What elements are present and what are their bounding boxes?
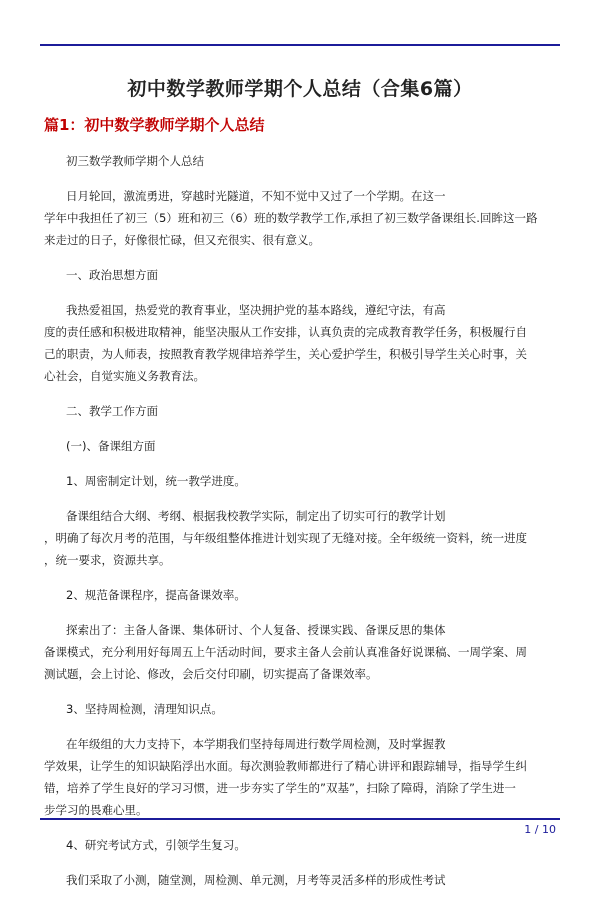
text-line: 2、规范备课程序，提高备课效率。 [66,588,246,602]
document-title: 初中数学教师学期个人总结（合集6篇） [127,78,473,100]
paragraph [44,505,556,571]
text-line: ，统一要求，资源共享。 [44,553,171,567]
paragraph [44,733,556,821]
page-number: 1 / 10 [524,823,556,836]
text-line: 初三数学教师学期个人总结 [66,154,204,168]
text-line: 来走过的日子，好像很忙碌，但又充很实、很有意义。 [44,233,320,247]
paragraph [44,869,556,891]
text-line: 学效果，让学生的知识缺陷浮出水面。每次测验教师都进行了精心讲评和跟踪辅导，指导学生纠 [44,759,527,773]
text-line: 测试题，会上讨论、修改，会后交付印刷，切实提高了备课效率。 [44,667,378,681]
paragraph [44,584,556,606]
paragraph [44,400,556,422]
text-line: 备课模式，充分利用好每周五上午活动时间，要求主备人会前认真准备好说课稿、一周学案、周 [44,645,527,659]
text-line: 己的职责，为人师表，按照教育教学规律培养学生，关心爱护学生，积极引导学生关心时事，关 [44,347,527,361]
paragraph [44,435,556,457]
text-line: 3、坚持周检测，清理知识点。 [66,702,223,716]
text-line: 我热爱祖国，热爱党的教育事业，坚决拥护党的基本路线，遵纪守法，有高 [66,303,446,317]
document-body [44,150,556,904]
paragraph [44,150,556,172]
text-line: 步学习的畏难心里。 [44,803,148,817]
paragraph [44,299,556,387]
paragraph [44,470,556,492]
paragraph [44,698,556,720]
text-line: ，明确了每次月考的范围，与年级组整体推进计划实现了无缝对接。全年级统一资料，统一进度 [44,531,527,545]
text-line: 日月轮回，激流勇进，穿越时光隧道，不知不觉中又过了一个学期。在这一 [66,189,446,203]
text-line: 备课组结合大纲、考纲、根据我校教学实际，制定出了切实可行的教学计划 [66,509,446,523]
text-line: 度的责任感和积极进取精神，能坚决服从工作安排，认真负责的完成教育教学任务，积极履行自 [44,325,527,339]
text-line: 我们采取了小测，随堂测，周检测、单元测，月考等灵活多样的形成性考试 [66,873,446,887]
bottom-rule [40,818,560,820]
text-line: 1、周密制定计划，统一教学进度。 [66,474,246,488]
text-line: 二、教学工作方面 [66,404,158,418]
paragraph [44,619,556,685]
text-line: 错，培养了学生良好的学习习惯，进一步夯实了学生的”双基”，扫除了障碍，消除了学生进一 [44,781,516,795]
text-line: 心社会，自觉实施义务教育法。 [44,369,205,383]
paragraph [44,264,556,286]
text-line: (一)、备课组方面 [66,439,156,453]
text-line: 一、政治思想方面 [66,268,158,282]
text-line: 在年级组的大力支持下，本学期我们坚持每周进行数学周检测，及时掌握教 [66,737,446,751]
text-line: 4、研究考试方式，引领学生复习。 [66,838,246,852]
text-line: 探索出了：主备人备课、集体研讨、个人复备、授课实践、备课反思的集体 [66,623,446,637]
top-rule [40,44,560,46]
paragraph [44,185,556,251]
section-heading: 篇1：初中数学教师学期个人总结 [44,116,265,134]
text-line: 学年中我担任了初三（5）班和初三（6）班的数学教学工作,承担了初三数学备课组长.回眸这一路 [44,211,538,225]
paragraph [44,834,556,856]
